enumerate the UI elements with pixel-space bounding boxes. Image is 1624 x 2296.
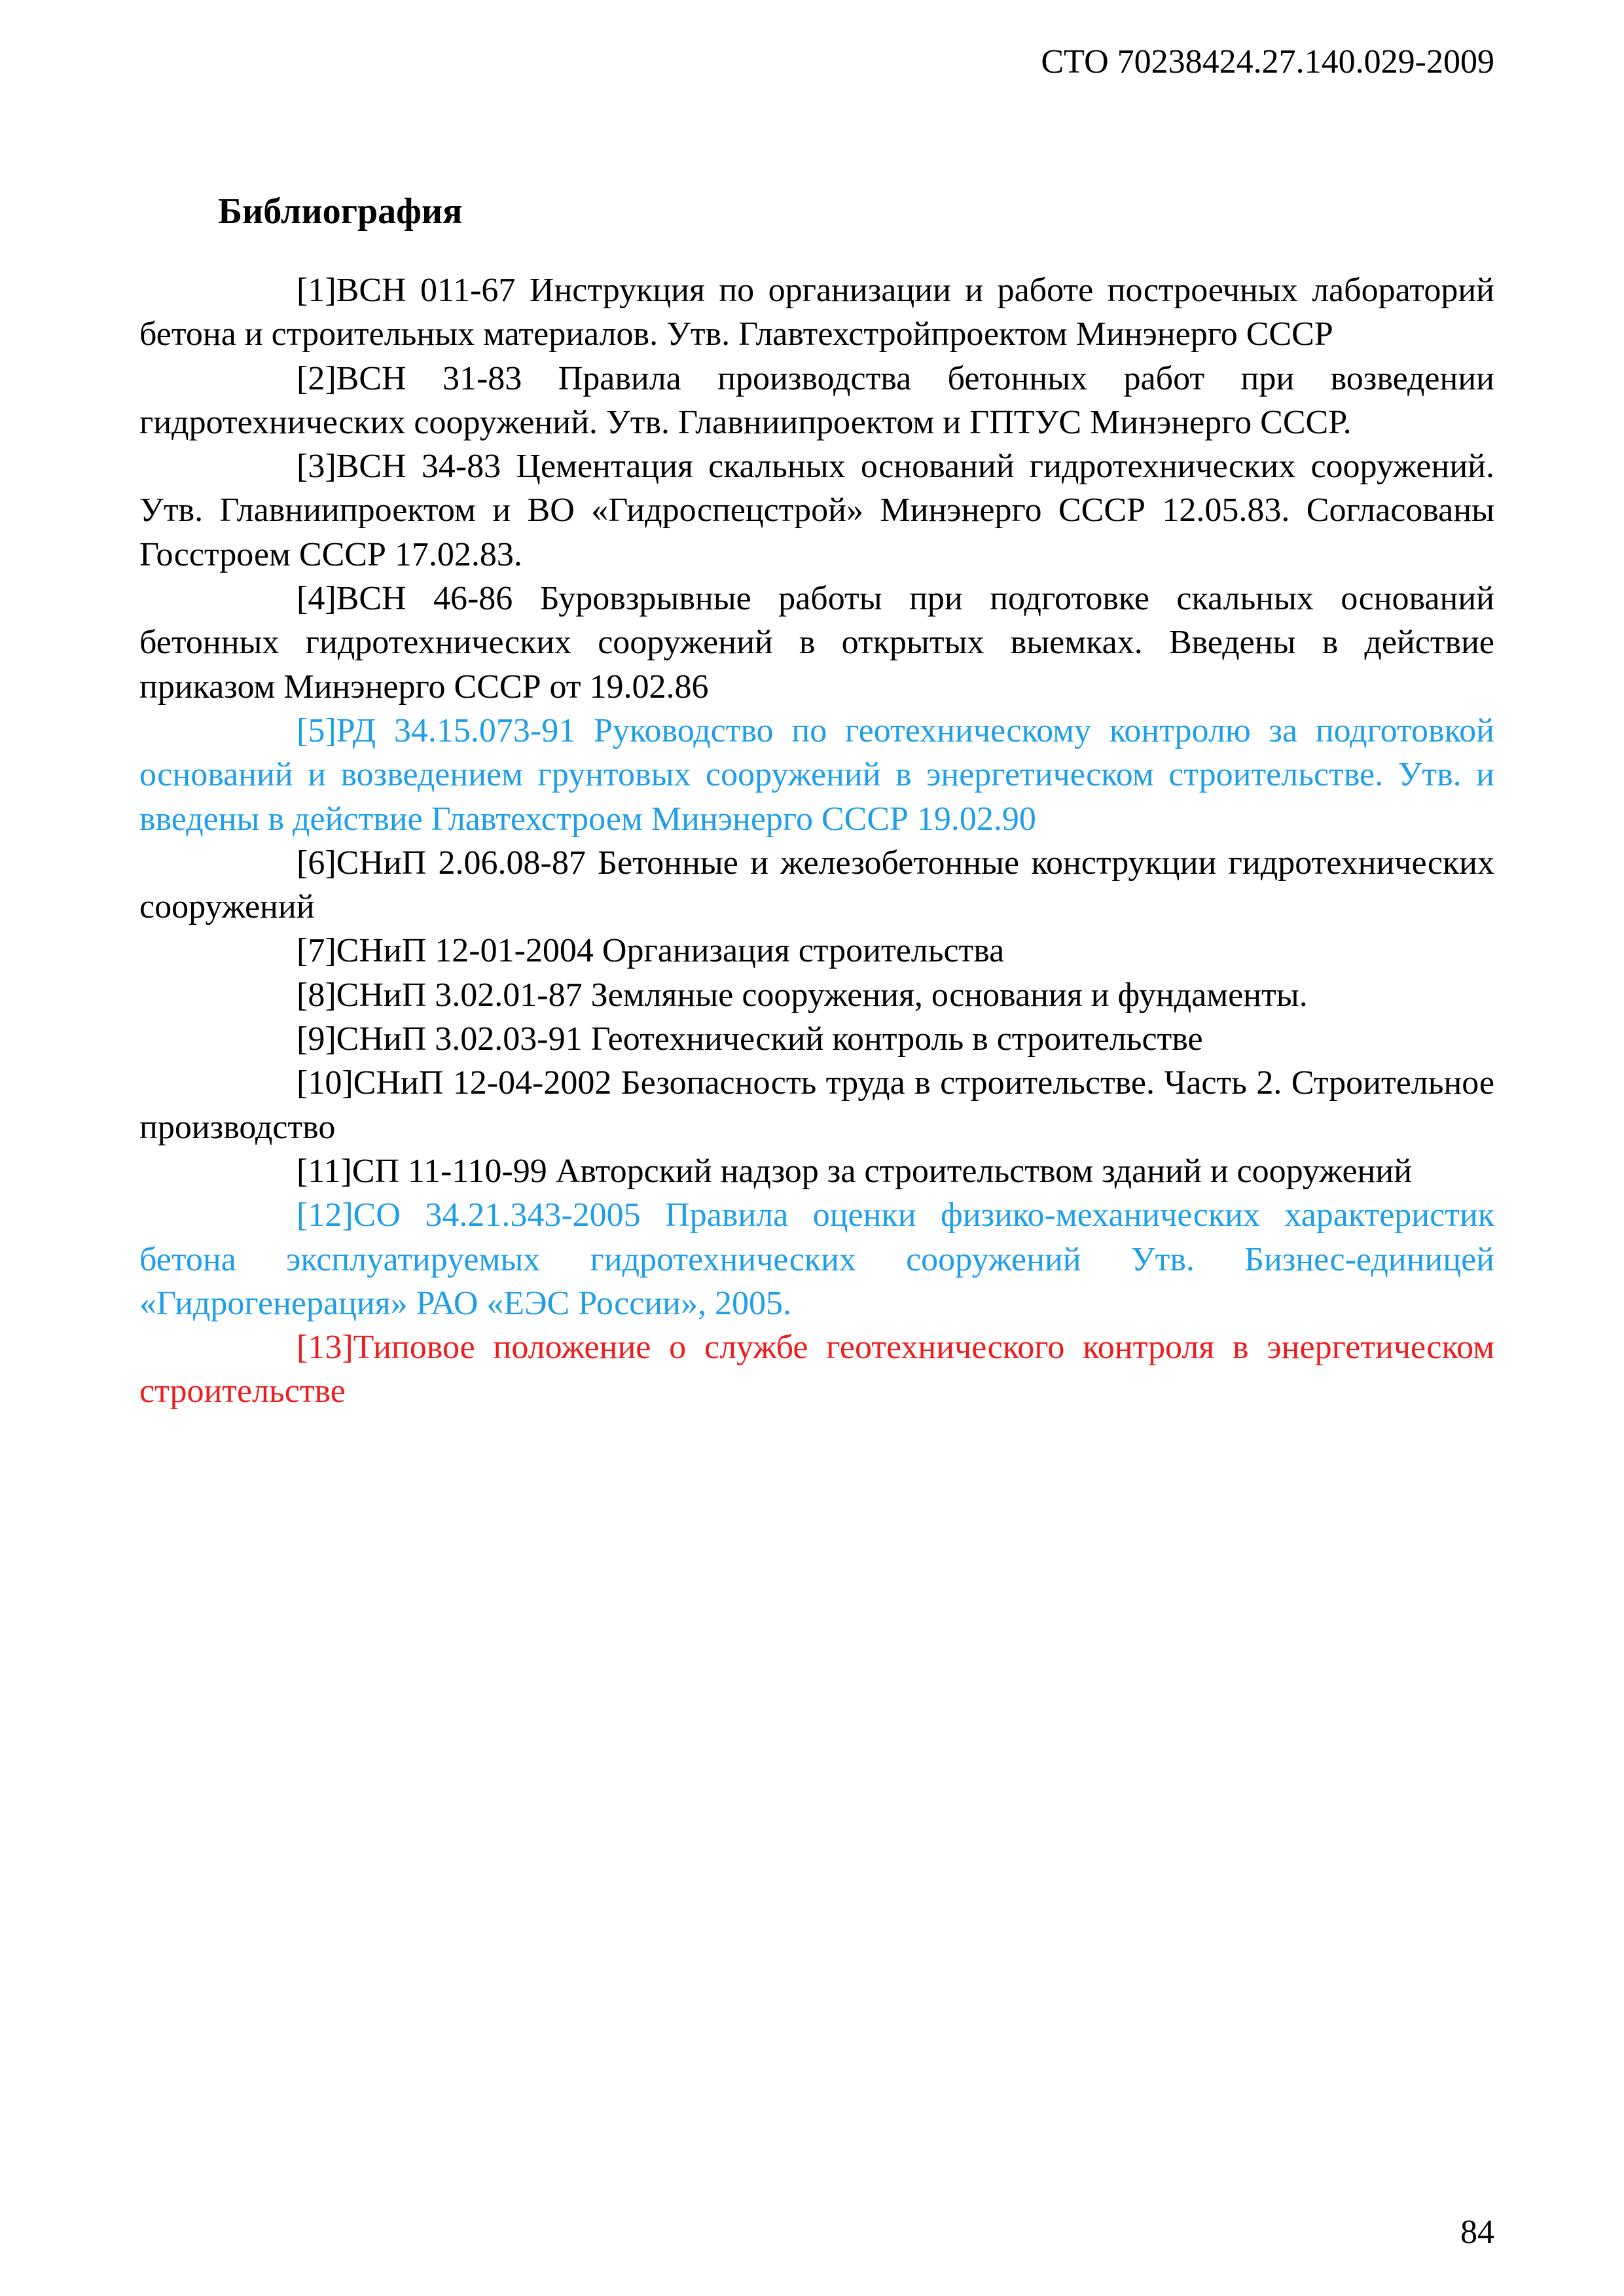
entry-text: СНиП 2.06.08-87 Бетонные и железобетонные конструкции гидротехнических сооружений bbox=[139, 844, 1494, 926]
entry-text: СП 11-110-99 Авторский надзор за строительством зданий и сооружений bbox=[352, 1152, 1413, 1190]
bibliography-entry bbox=[139, 444, 1494, 577]
entry-number: [13] bbox=[297, 1329, 353, 1367]
bibliography-entry bbox=[139, 1017, 1494, 1061]
entry-text: Типовое положение о службе геотехнического контроля в энергетическом строительстве bbox=[139, 1329, 1494, 1410]
entry-text: РД 34.15.073-91 Руководство по геотехническому контролю за подготовкой оснований и возведением грунтовых сооружений в энергетическом строительстве. Утв. и введены в действие Главтехстроем Минэнерго СССР 19.02.90 bbox=[139, 711, 1494, 838]
entry-number: [8] bbox=[297, 976, 336, 1014]
page-number: 84 bbox=[1460, 2214, 1494, 2251]
entry-text: ВСН 011-67 Инструкция по организации и работе построечных лабораторий бетона и строительных материалов. Утв. Главтехстройпроектом Минэнерго СССР bbox=[139, 272, 1494, 353]
entry-number: [4] bbox=[297, 580, 336, 618]
bibliography-entry bbox=[139, 1061, 1494, 1149]
entry-text: СНиП 3.02.01-87 Земляные сооружения, основания и фундаменты. bbox=[336, 976, 1308, 1014]
bibliography-entry bbox=[139, 577, 1494, 709]
entry-number: [1] bbox=[297, 272, 336, 309]
entry-text: ВСН 34-83 Цементация скальных оснований гидротехнических сооружений. Утв. Главниипроектом и ВО «Гидроспецстрой» Минэнерго СССР 12.05.83. Согласованы Госстроем СССР 17.02.83. bbox=[139, 448, 1494, 573]
entry-text: ВСН 31-83 Правила производства бетонных работ при возведении гидротехнических сооружений. Утв. Главниипроектом и ГПТУС Минэнерго СССР. bbox=[139, 359, 1494, 441]
entry-number: [11] bbox=[297, 1152, 352, 1190]
bibliography-entry bbox=[139, 1193, 1494, 1325]
entry-number: [5] bbox=[297, 711, 336, 749]
entry-number: [7] bbox=[297, 932, 336, 970]
entry-number: [10] bbox=[297, 1064, 353, 1102]
entry-text: СО 34.21.343-2005 Правила оценки физико-механических характеристик бетона эксплуатируемых гидротехнических сооружений Утв. Бизнес-единицей «Гидрогенерация» РАО «ЕЭС России», 2005. bbox=[139, 1196, 1494, 1322]
bibliography-entry bbox=[139, 973, 1494, 1017]
bibliography-entry bbox=[139, 841, 1494, 929]
entry-text: СНиП 12-04-2002 Безопасность труда в строительстве. Часть 2. Строительное производство bbox=[139, 1064, 1494, 1146]
bibliography-heading: Библиография bbox=[218, 191, 463, 232]
bibliography-entry bbox=[139, 709, 1494, 841]
bibliography-entry bbox=[139, 1149, 1494, 1193]
entry-text: СНиП 3.02.03-91 Геотехнический контроль в строительстве bbox=[336, 1020, 1203, 1058]
entry-number: [3] bbox=[297, 448, 336, 486]
entry-number: [2] bbox=[297, 359, 336, 397]
document-code: СТО 70238424.27.140.029-2009 bbox=[1041, 43, 1494, 81]
entry-number: [6] bbox=[297, 844, 336, 882]
bibliography-entry bbox=[139, 357, 1494, 445]
entry-number: [9] bbox=[297, 1020, 336, 1058]
entry-text: СНиП 12-01-2004 Организация строительства bbox=[336, 932, 1005, 970]
bibliography-entry bbox=[139, 1325, 1494, 1414]
entry-number: [12] bbox=[297, 1196, 353, 1234]
bibliography-entry bbox=[139, 929, 1494, 973]
entry-text: ВСН 46-86 Буровзрывные работы при подготовке скальных оснований бетонных гидротехнических сооружений в открытых выемках. Введены в действие приказом Минэнерго СССР от 19.02.86 bbox=[139, 580, 1494, 706]
bibliography-list bbox=[139, 268, 1494, 1414]
bibliography-entry bbox=[139, 268, 1494, 357]
